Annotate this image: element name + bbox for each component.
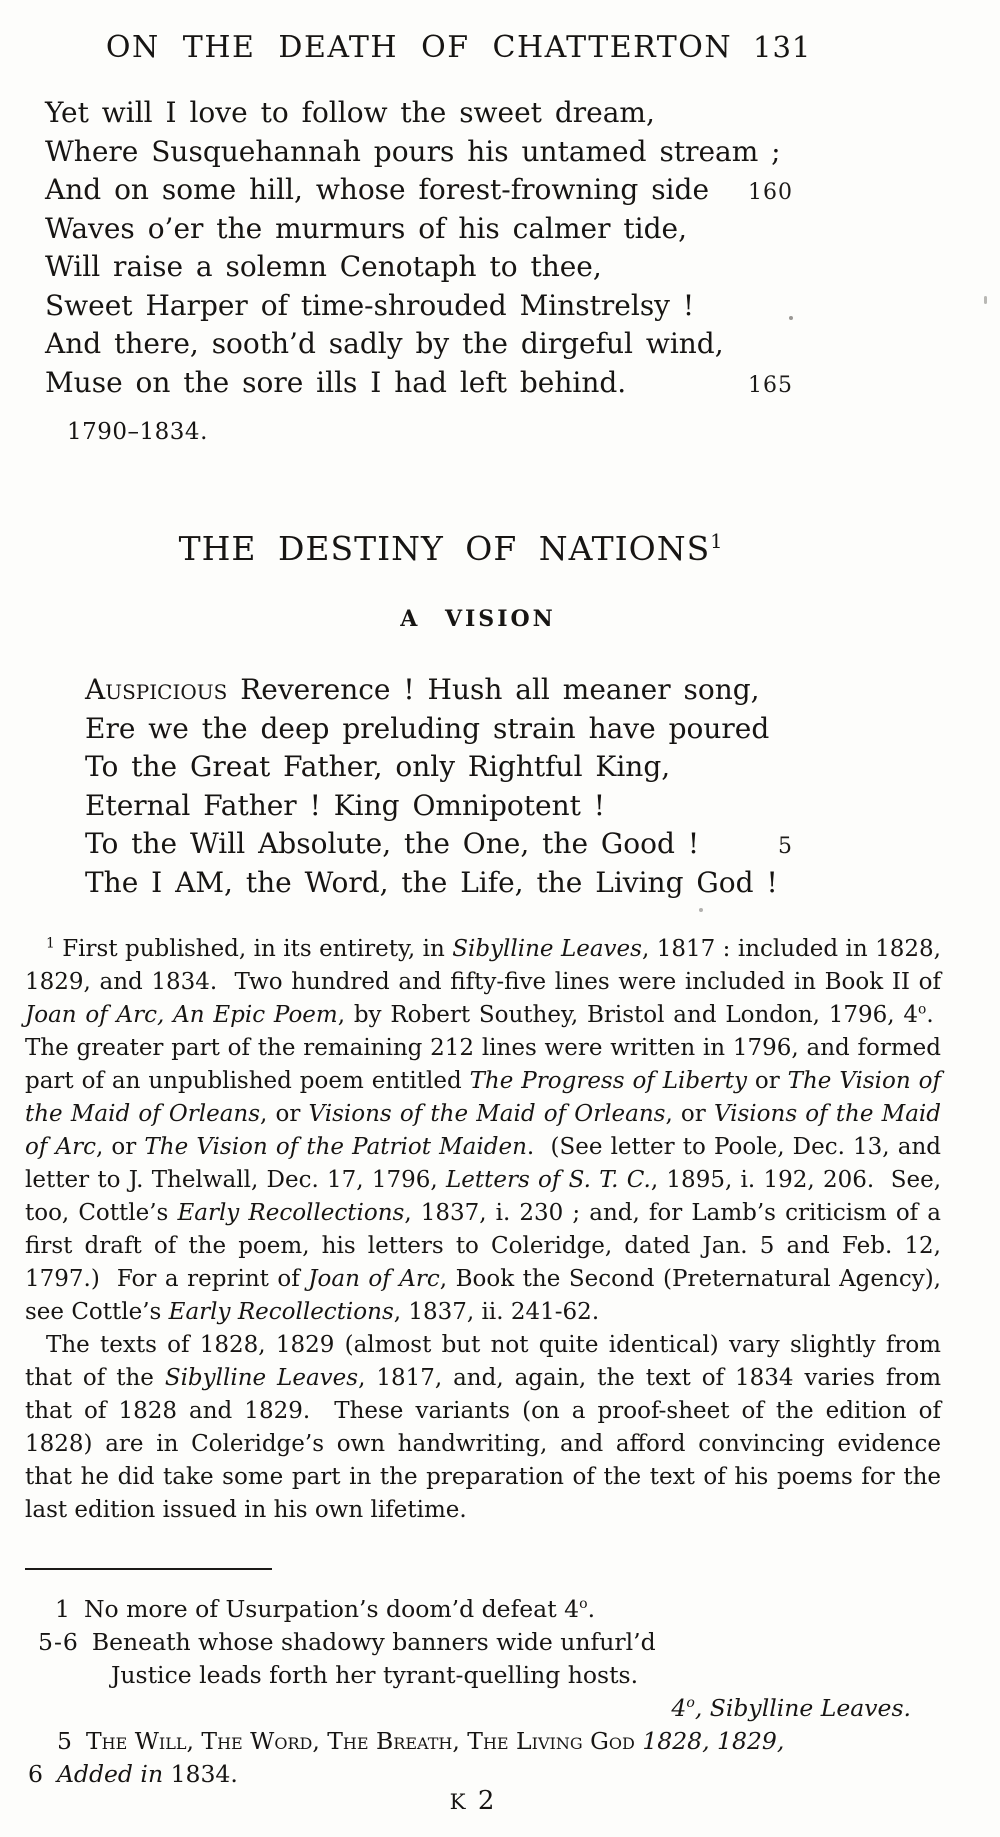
poem-line <box>85 825 793 864</box>
poem-line <box>45 248 793 287</box>
poem-line <box>45 94 793 133</box>
poem-line-text: Will raise a solemn Cenotaph to thee, <box>45 250 602 283</box>
poem-line-text: To the Will Absolute, the One, the Good ! <box>85 827 700 860</box>
variant-line-ref: 5-6 <box>38 1628 79 1656</box>
poem-line-text: Waves o’er the murmurs of his calmer tide, <box>45 211 687 245</box>
poem-line <box>45 133 793 172</box>
running-header <box>0 30 1000 72</box>
footnote-2: The texts of 1828, 1829 (almost but not quite identical) vary slightly from that of the Sibylline Leaves, 1817, and, again, the text of 1834 varies from that of 1828 and 1829. These variants (on a proof-sheet of the edition of 1828) are in Coleridge’s own handwriting, and afford convincing evidence that he did take some part in the preparation of the text of his poems for the last edition issued in his own lifetime. <box>25 1332 942 1523</box>
variant-text: The Will, The Word, The Breath, The Living God 1828, 1829, <box>85 1727 785 1755</box>
variant-note <box>25 1725 941 1758</box>
variant-line-ref: 5 <box>57 1727 73 1755</box>
variant-line-ref: 6 <box>28 1760 44 1788</box>
poem-line <box>85 671 793 710</box>
footnotes-section <box>25 933 941 1527</box>
poem-line <box>45 210 793 249</box>
verse-line-number: 165 <box>748 372 793 398</box>
variant-note <box>25 1593 941 1626</box>
scan-speck <box>789 316 793 320</box>
verse-line-number: 160 <box>748 180 793 205</box>
variant-text: Beneath whose shadowy banners wide unfurl’d <box>91 1628 656 1656</box>
poem-line-text: And there, sooth’d sadly by the dirgeful wind, <box>45 327 724 360</box>
poem-line <box>85 787 793 826</box>
apparatus-divider-rule <box>25 1568 272 1570</box>
running-title: ON THE DEATH OF CHATTERTON <box>105 30 733 65</box>
footnote-reference: 1 <box>710 530 724 553</box>
poem-line <box>85 748 793 787</box>
poem-line-text: To the Great Father, only Rightful King, <box>85 750 671 783</box>
poem-destiny-of-nations <box>85 671 793 902</box>
poem-line-text: Ere we the deep preluding strain have poured <box>85 711 770 745</box>
scan-speck <box>984 296 987 304</box>
poem-line <box>85 864 793 903</box>
textual-apparatus <box>25 1593 941 1791</box>
footnote-1: $^1$ First published, in its entirety, in Sibylline Leaves, 1817 : included in 1828, 1829, and 1834. Two hundred and fifty-five lines were included in Book II of Joan of Arc, An Epic Poem, by Robert Southey, Bristol and London, 1796, 4$^o$. The greater part of the remaining 212 lines were written in 1796, and formed part of an unpublished poem entitled The Progress of Liberty or The Vision of the Maid of Orleans, or Visions of the Maid of Orleans, or Visions of the Maid of Arc, or The Vision of the Patriot Maiden. (See letter to Poole, Dec. 13, and letter to J. Thelwall, Dec. 17, 1796, Letters of S. T. C., 1895, i. 192, 206. See, too, Cottle’s Early Recollections, 1837, i. 230 ; and, for Lamb’s criticism of a first draft of the poem, his letters to Coleridge, dated Jan. 5 and Feb. 12, 1797.) For a reprint of Joan of Arc, Book the Second (Preternatural Agency), see Cottle’s Early Recollections, 1837, ii. 241-62. <box>25 935 942 1325</box>
poem-line-text: Yet will I love to follow the sweet dream, <box>45 96 655 129</box>
poem-line-text: Eternal Father ! King Omnipotent ! <box>85 788 606 822</box>
variant-text: Added in 1834. <box>56 1760 238 1788</box>
poem-subtitle: A VISION <box>400 606 556 632</box>
poem-line <box>45 364 793 403</box>
variant-note <box>25 1626 941 1659</box>
composition-date: 1790–1834. <box>67 419 208 445</box>
variant-text: 4$^o$, Sibylline Leaves. <box>671 1694 911 1722</box>
poem-line-text: Sweet Harper of time-shrouded Minstrelsy ! <box>45 288 695 322</box>
variant-text: No more of Usurpation’s doom’d defeat 4$^o$. <box>83 1595 596 1623</box>
page-number: 131 <box>753 30 812 64</box>
scan-speck <box>699 908 703 912</box>
poem-title <box>0 529 902 568</box>
poem-line-text: Muse on the sore ills I had left behind. <box>45 365 627 399</box>
poem-line-text: The I AM, the Word, the Life, the Living God ! <box>85 865 778 899</box>
variant-line-ref: 1 <box>55 1595 71 1623</box>
poem-line <box>45 287 793 326</box>
poem-line-text: Auspicious Reverence ! Hush all meaner song, <box>85 673 760 706</box>
poem-title-text: THE DESTINY OF NATIONS <box>178 529 711 568</box>
variant-note-continuation: Justice leads forth her tyrant-quelling hosts. <box>111 1661 639 1689</box>
poem-line <box>45 171 793 210</box>
poem-chatterton <box>45 94 793 452</box>
poem-line <box>45 325 793 364</box>
poem-line-text: Where Susquehannah pours his untamed stream ; <box>45 134 781 168</box>
poem-line <box>85 710 793 749</box>
variant-source-attribution <box>25 1692 941 1725</box>
printers-signature-mark: K 2 <box>449 1786 497 1816</box>
verse-line-number: 5 <box>778 834 793 859</box>
poem-line-text: And on some hill, whose forest-frowning side <box>45 173 710 206</box>
